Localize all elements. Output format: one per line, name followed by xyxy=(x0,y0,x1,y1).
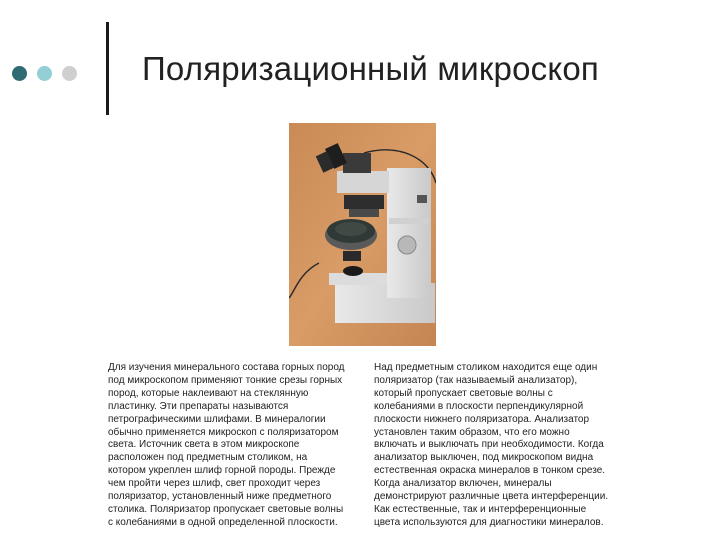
bullet-dot-dark xyxy=(12,66,27,81)
polarizing-microscope-photo xyxy=(289,123,436,346)
bullet-dot-grey xyxy=(62,66,77,81)
description-left-column: Для изучения минерального состава горных пород под микроскопом применяют тонкие срезы горных пород, которые наклеивают на стеклянную пластинку. Эти препараты называются петрографическими шлифами. В минералогии обычно применяется микроскоп с поляризатором света. Источник света в этом микроскопе расположен под предметным столиком, на котором укреплен шлиф горной породы. Прежде чем пройти через шлиф, свет проходит через поляризатор, установленный ниже предметного столика. Поляризатор пропускает световые волны с колебаниями в одной определенной плоскости. xyxy=(108,362,345,528)
description-right-column: Над предметным столиком находится еще один поляризатор (так называемый анализатор), который пропускает световые волны с колебаниями в плоскости перпендикулярной плоскости нижнего поляризатора. Анализатор установлен таким образом, что его можно включать и выключать при необходимости. Когда анализатор выключен, под микроскопом видна естественная окраска минералов в тонком срезе. Когда анализатор включен, минералы демонстрируют различные цвета интерференции. Как естественные, так и интерференционные цвета используются для диагностики минералов. xyxy=(374,362,609,528)
title-divider xyxy=(106,22,109,115)
title-bullet-dots xyxy=(12,66,77,81)
slide-title: Поляризационный микроскоп xyxy=(142,50,599,87)
bullet-dot-light xyxy=(37,66,52,81)
